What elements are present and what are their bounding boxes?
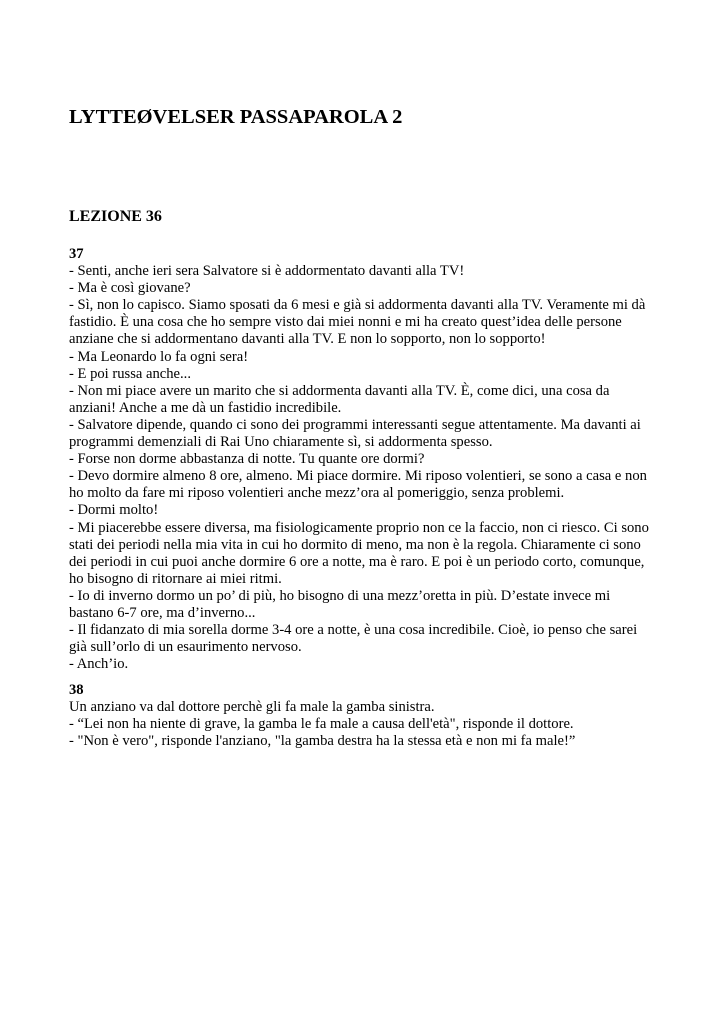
dialogue-line: già sull’orlo di un esaurimento nervoso.: [69, 639, 302, 656]
exercise-38: [69, 682, 669, 750]
dialogue-line: - Salvatore dipende, quando ci sono dei programmi interessanti segue attentamente. Ma davanti ai: [69, 416, 641, 433]
dialogue-line: anziani! Anche a me dà un fastidio incredibile.: [69, 399, 342, 416]
dialogue-line: - Sì, non lo capisco. Siamo sposati da 6 mesi e già si addormenta davanti alla TV. Veramente mi dà: [69, 297, 646, 314]
lesson-heading: LEZIONE 36: [69, 208, 162, 225]
dialogue-line: - Mi piacerebbe essere diversa, ma fisiologicamente proprio non ce la faccio, non ci riesco. Ci sono: [69, 519, 649, 536]
dialogue-line: - Dormi molto!: [69, 502, 159, 519]
dialogue-line: - Anch’io.: [69, 656, 129, 673]
dialogue-line: ho bisogno di ritornare ai miei ritmi.: [69, 570, 282, 587]
dialogue-line: - Devo dormire almeno 8 ore, almeno. Mi piace dormire. Mi riposo volentieri, se sono a casa e non: [69, 468, 647, 485]
dialogue-line: - Senti, anche ieri sera Salvatore si è addormentato davanti alla TV!: [69, 263, 465, 280]
dialogue-line: ho molto da fare mi riposo volentieri anche mezz’ora al pomeriggio, senza problemi.: [69, 485, 565, 502]
dialogue-line: dei periodi in cui puoi anche dormire 6 ore a notte, ma è raro. E poi è un periodo corto, comunque,: [69, 553, 645, 570]
document-title: LYTTEØVELSER PASSAPAROLA 2: [69, 106, 403, 128]
dialogue-line: stati dei periodi nella mia vita in cui ho dormito di meno, ma non è la regola. Chiaramente ci sono: [69, 536, 641, 553]
dialogue-line: - Ma è così giovane?: [69, 280, 191, 297]
exercise-37: [69, 246, 669, 673]
dialogue-line: bastano 6-7 ore, ma d’inverno...: [69, 604, 256, 621]
dialogue-line: - Forse non dorme abbastanza di notte. Tu quante ore dormi?: [69, 451, 425, 468]
dialogue-line: - "Non è vero", risponde l'anziano, "la gamba destra ha la stessa età e non mi fa male!”: [69, 733, 576, 750]
dialogue-line: Un anziano va dal dottore perchè gli fa male la gamba sinistra.: [69, 699, 435, 716]
exercise-number: 37: [69, 246, 84, 262]
dialogue-line: programmi demenziali di Rai Uno chiaramente sì, si addormenta spesso.: [69, 434, 493, 451]
dialogue-line: - Non mi piace avere un marito che si addormenta davanti alla TV. È, come dici, una cosa da: [69, 382, 610, 399]
dialogue-line: - Il fidanzato di mia sorella dorme 3-4 ore a notte, è una cosa incredibile. Cioè, io penso che sarei: [69, 622, 638, 639]
dialogue-line: - “Lei non ha niente di grave, la gamba le fa male a causa dell'età", risponde il dottore.: [69, 716, 574, 733]
dialogue-line: - Ma Leonardo lo fa ogni sera!: [69, 348, 249, 365]
exercise-number: 38: [69, 682, 84, 698]
dialogue-line: anziane che si addormentano davanti alla TV. E non lo sopporto, non lo sopporto!: [69, 331, 546, 348]
dialogue-line: - E poi russa anche...: [69, 365, 191, 382]
dialogue-line: fastidio. È una cosa che ho sempre visto dai miei nonni e mi ha creato quest’idea delle persone: [69, 314, 622, 331]
dialogue-line: - Io di inverno dormo un po’ di più, ho bisogno di una mezz’oretta in più. D’estate invece mi: [69, 587, 611, 604]
